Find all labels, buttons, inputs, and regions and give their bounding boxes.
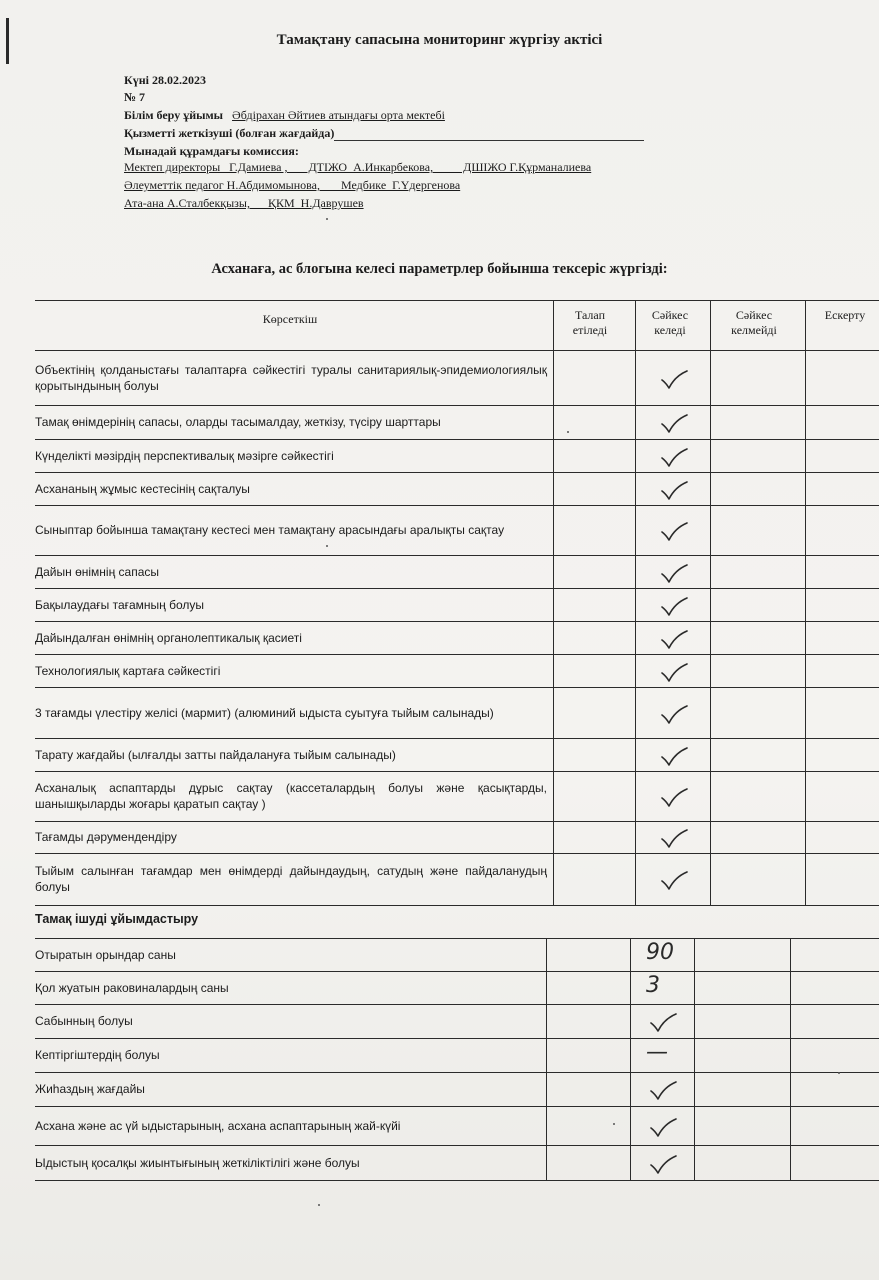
table-rule-horizontal	[35, 905, 879, 906]
table-rule-vertical	[553, 300, 554, 905]
commission-line-3: Ата-ана А.Сталбекқызы, ҚКМ Н.Даврушев	[124, 196, 364, 210]
table-rule-horizontal	[35, 853, 879, 854]
row-text: Тарату жағдайы (ылғалды затты пайдалануға тыйым салынады)	[35, 747, 396, 762]
table-rule-vertical	[694, 938, 695, 1180]
row-text: Сабынның болуы	[35, 1014, 133, 1028]
row-text: Күнделікті мәзірдің перспективалық мәзірге сәйкестігі	[35, 448, 334, 463]
org-line: Білім беру ұйымы Әбдірахан Әйтиев атындағы орта мектебі	[124, 108, 445, 122]
row-text: Асханалық аспаптарды дұрыс сақтау (кассеталардың болуы және қасықтарды, шанышқыларды жоғары қаратып сақтау )	[35, 781, 547, 811]
header-required: Талап етіледі	[572, 308, 608, 337]
organization-row-label	[35, 973, 540, 1002]
indicator-row-label	[35, 740, 547, 769]
indicator-row-label	[35, 689, 547, 736]
table-rule-vertical	[635, 300, 636, 905]
indicator-row-label	[35, 507, 547, 553]
table-rule-horizontal	[35, 472, 879, 473]
row-text: Ыдыстың қосалқы жиынтығының жеткіліктілігі және болуы	[35, 1155, 360, 1170]
table-rule-horizontal	[35, 1106, 879, 1107]
checkmark-icon	[648, 1153, 678, 1177]
row-text: Асхана және ас үй ыдыстарының, асхана аспаптарының жай-күйі	[35, 1118, 401, 1133]
commission-label: Мынадай құрамдағы комиссия:	[124, 144, 299, 158]
indicator-row-label	[35, 855, 547, 903]
handwritten-value: 3	[646, 972, 660, 998]
header-indicator: Көрсеткіш	[262, 312, 318, 326]
table-rule-vertical	[790, 938, 791, 1180]
table-rule-horizontal	[35, 1072, 879, 1073]
checkmark-icon	[659, 661, 689, 685]
checkmark-icon	[648, 1116, 678, 1140]
organization-row-label	[35, 1006, 540, 1036]
number-line: № 7	[124, 90, 146, 104]
table-rule-horizontal	[35, 1180, 879, 1181]
row-text: Жиһаздың жағдайы	[35, 1082, 145, 1096]
handwritten-value: —	[646, 1040, 668, 1065]
checkmark-icon	[648, 1079, 678, 1103]
scan-speck	[326, 545, 328, 547]
scan-speck	[567, 431, 569, 433]
table-rule-horizontal	[35, 971, 879, 972]
header-note: Ескерту	[824, 308, 866, 322]
checkmark-icon	[659, 446, 689, 470]
table-rule-horizontal	[35, 505, 879, 506]
row-text: Сыныптар бойынша тамақтану кестесі мен тамақтану арасындағы аралықты сақтау	[35, 523, 505, 537]
handwritten-value: 90	[646, 939, 674, 965]
indicator-row-label	[35, 590, 547, 619]
checkmark-icon	[659, 869, 689, 893]
header-complies: Сәйкес келеді	[651, 308, 689, 337]
checkmark-icon	[659, 827, 689, 851]
commission-line-2: Әлеуметтік педагог Н.Абдимомынова, Медбике Г.Үдергенова	[124, 178, 461, 192]
org-name: Әбдірахан Әйтиев атындағы орта мектебі	[232, 108, 445, 122]
scan-speck	[613, 1123, 615, 1125]
table-rule-horizontal	[35, 555, 879, 556]
header-not-complies: Сәйкес келмейді	[731, 308, 777, 337]
indicator-row-label	[35, 557, 547, 586]
table-rule-vertical	[805, 300, 806, 905]
table-rule-vertical	[710, 300, 711, 905]
indicator-row-label	[35, 407, 547, 437]
provider-line: Қызметті жеткізуші (болған жағдайда)	[124, 125, 644, 141]
section-title: Тамақ ішуді ұйымдастыру	[35, 912, 199, 926]
checkmark-icon	[659, 595, 689, 619]
table-rule-horizontal	[35, 300, 879, 301]
scan-speck	[318, 1204, 320, 1206]
organization-row-label	[35, 1074, 540, 1104]
checkmark-icon	[659, 562, 689, 586]
row-text: Кептіргіштердің болуы	[35, 1048, 160, 1062]
checkmark-icon	[659, 412, 689, 436]
row-text: Бақылаудағы тағамның болуы	[35, 597, 205, 612]
table-rule-horizontal	[35, 1145, 879, 1146]
checkmark-icon	[659, 786, 689, 810]
row-text: Қол жуатын раковиналардың саны	[35, 980, 229, 995]
checkmark-icon	[648, 1011, 678, 1035]
table-rule-horizontal	[35, 687, 879, 688]
row-text: Тыйым салынған тағамдар мен өнімдерді дайындаудың, сатудың және пайдаланудың болуы	[35, 864, 547, 894]
checkmark-icon	[659, 703, 689, 727]
row-text: Технологиялық картаға сәйкестігі	[35, 663, 221, 678]
row-text: Асхананың жұмыс кестесінің сақталуы	[35, 481, 250, 496]
table-rule-horizontal	[35, 771, 879, 772]
checkmark-icon	[659, 520, 689, 544]
table-rule-horizontal	[35, 654, 879, 655]
inspection-subtitle: Асханаға, ас блогына келесі параметрлер бойынша тексеріс жүргізді:	[211, 261, 668, 277]
table-rule-horizontal	[35, 439, 879, 440]
indicator-row-label	[35, 441, 547, 470]
row-text: Объектінің қолданыстағы талаптарға сәйкестігі туралы санитариялық-эпидемиологиялық қорытындының болуы	[35, 362, 547, 393]
row-text: 3 тағамды үлестіру желісі (мармит) (алюминий ыдыста суытуға тыйым салынады)	[35, 705, 494, 720]
table-rule-horizontal	[35, 1038, 879, 1039]
indicator-row-label	[35, 773, 547, 819]
document-title: Тамақтану сапасына мониторинг жүргізу актісі	[276, 32, 603, 48]
table-rule-horizontal	[35, 621, 879, 622]
checkmark-icon	[659, 368, 689, 392]
row-text: Дайындалған өнімнің органолептикалық қасиеті	[35, 630, 302, 645]
indicator-row-label	[35, 823, 547, 851]
table-rule-vertical	[546, 938, 547, 1180]
table-rule-horizontal	[35, 1004, 879, 1005]
scan-speck	[326, 218, 328, 220]
table-rule-horizontal	[35, 588, 879, 589]
table-rule-horizontal	[35, 821, 879, 822]
indicator-row-label	[35, 474, 547, 503]
table-rule-horizontal	[35, 405, 879, 406]
table-rule-horizontal	[35, 738, 879, 739]
indicator-row-label	[35, 352, 547, 403]
checkmark-icon	[659, 479, 689, 503]
date-line: Күні 28.02.2023	[124, 73, 206, 87]
organization-row-label	[35, 1108, 540, 1143]
checkmark-icon	[659, 745, 689, 769]
scan-speck	[838, 1072, 840, 1074]
checkmark-icon	[659, 628, 689, 652]
row-text: Тамақ өнімдерінің сапасы, оларды тасымалдау, жеткізу, түсіру шарттары	[35, 415, 441, 429]
row-text: Дайын өнімнің сапасы	[35, 564, 160, 579]
table-rule-horizontal	[35, 350, 879, 351]
organization-row-label	[35, 940, 540, 969]
table-rule-vertical	[630, 938, 631, 1180]
organization-row-label	[35, 1147, 540, 1178]
row-text: Тағамды дәрумендендіру	[35, 830, 177, 844]
table-rule-horizontal	[35, 938, 879, 939]
indicator-row-label	[35, 656, 547, 685]
organization-row-label	[35, 1040, 540, 1070]
row-text: Отыратын орындар саны	[35, 947, 176, 962]
indicator-row-label	[35, 623, 547, 652]
commission-line-1: Мектеп директоры Г.Дамиева , ДТІЖО А.Инкарбекова, ДШІЖО Г.Құрманалиева	[124, 160, 592, 174]
